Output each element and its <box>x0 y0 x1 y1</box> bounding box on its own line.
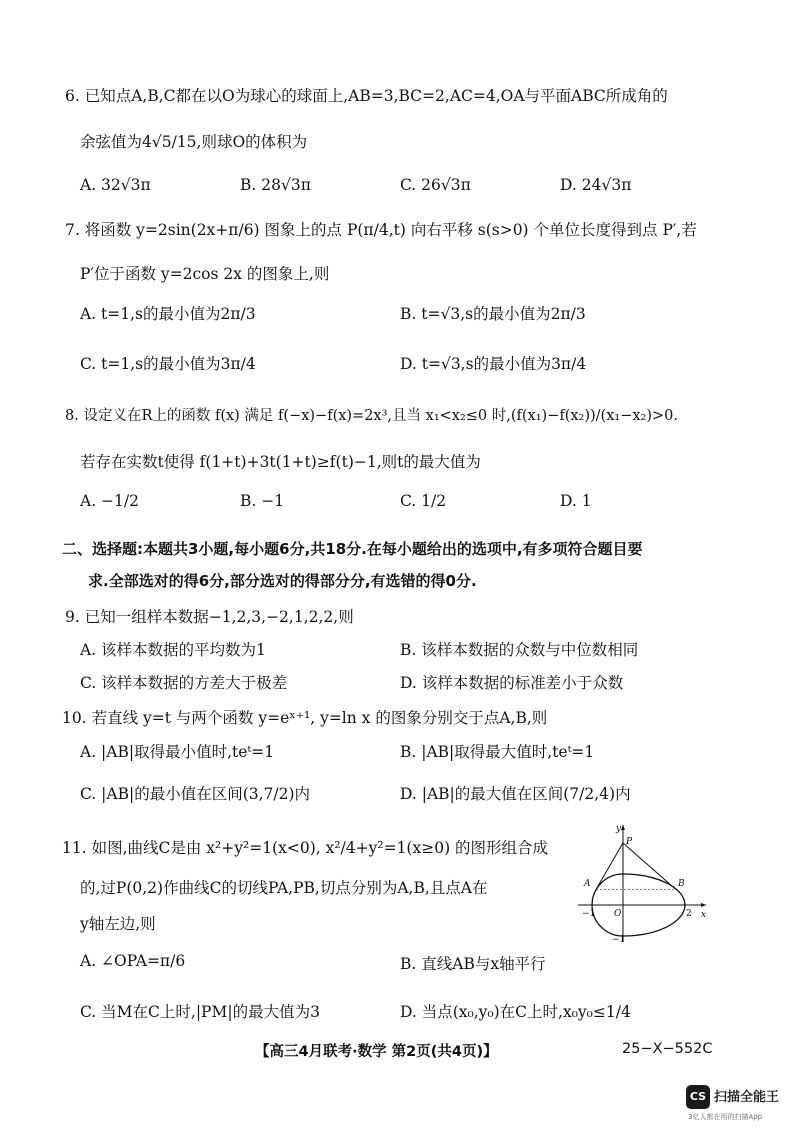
q6-option-d: D. 24√3π <box>560 176 632 194</box>
q11-stem-line2: 的,过P(0,2)作曲线C的切线PA,PB,切点分别为A,B,且点A在 <box>80 879 488 897</box>
q6-option-b: B. 28√3π <box>240 176 311 194</box>
q8-option-d: D. 1 <box>560 492 592 510</box>
q6-option-c: C. 26√3π <box>400 176 471 194</box>
section2-heading-line2: 求.全部选对的得6分,部分选对的得部分分,有选错的得0分. <box>88 572 477 590</box>
q7-option-d: D. t=√3,s的最小值为3π/4 <box>400 355 587 373</box>
q8-option-b: B. −1 <box>240 492 285 510</box>
q11-curve-figure <box>578 820 708 945</box>
page-footer-title: 【高三4月联考·数学 第2页(共4页)】 <box>255 1044 498 1060</box>
section2-heading-line1: 二、选择题:本题共3小题,每小题6分,共18分.在每小题给出的选项中,有多项符合题目要 <box>62 540 643 558</box>
label-a: A <box>584 879 591 889</box>
label-y: y <box>616 824 622 834</box>
label-2: 2 <box>686 909 692 919</box>
x-axis-arrow <box>701 903 706 907</box>
label-x: x <box>701 910 707 920</box>
q6-stem-line2: 余弦值为4√5/15,则球O的体积为 <box>80 133 308 151</box>
tangent-pb <box>623 843 676 890</box>
q11-option-c: C. 当M在C上时,|PM|的最大值为3 <box>80 1003 320 1021</box>
camscanner-brand: 扫描全能王 <box>714 1090 780 1105</box>
q9-option-b: B. 该样本数据的众数与中位数相同 <box>400 641 639 659</box>
q9-stem: 9. 已知一组样本数据−1,2,3,−2,1,2,2,则 <box>65 608 354 626</box>
q7-stem-line1: 7. 将函数 y=2sin(2x+π/6) 图象上的点 P(π/4,t) 向右平移 s(s>0) 个单位长度得到点 P′,若 <box>65 221 697 239</box>
q8-stem-line2: 若存在实数t使得 f(1+t)+3t(1+t)≥f(t)−1,则t的最大值为 <box>80 453 481 471</box>
exam-code: 25−X−552C <box>622 1041 713 1057</box>
label-neg1-x: −1 <box>582 909 596 919</box>
q7-stem-line2: P′位于函数 y=2cos 2x 的图象上,则 <box>80 265 330 283</box>
q8-option-a: A. −1/2 <box>80 492 139 510</box>
q11-option-b: B. 直线AB与x轴平行 <box>400 955 546 973</box>
q9-option-c: C. 该样本数据的方差大于极差 <box>80 674 288 692</box>
q7-option-a: A. t=1,s的最小值为2π/3 <box>80 305 256 323</box>
q10-option-b: B. |AB|取得最大值时,teᵗ=1 <box>400 743 595 761</box>
label-neg1-y: −1 <box>612 935 626 945</box>
y-axis-arrow <box>621 825 625 830</box>
camscanner-slogan: 3亿人都在用的扫描App <box>688 1113 763 1121</box>
q7-option-b: B. t=√3,s的最小值为2π/3 <box>400 305 586 323</box>
q10-stem: 10. 若直线 y=t 与两个函数 y=eˣ⁺¹, y=ln x 的图象分别交于点A,B,则 <box>62 709 548 727</box>
q11-stem-line3: y轴左边,则 <box>80 915 156 933</box>
q8-option-c: C. 1/2 <box>400 492 447 510</box>
q6-stem-line1: 6. 已知点A,B,C都在以O为球心的球面上,AB=3,BC=2,AC=4,OA与平面ABC所成角的 <box>65 87 668 105</box>
q10-option-a: A. |AB|取得最小值时,teᵗ=1 <box>80 743 275 761</box>
q9-option-a: A. 该样本数据的平均数为1 <box>80 641 266 659</box>
q10-option-d: D. |AB|的最大值在区间(7/2,4)内 <box>400 785 631 803</box>
q9-option-d: D. 该样本数据的标准差小于众数 <box>400 674 624 692</box>
q10-option-c: C. |AB|的最小值在区间(3,7/2)内 <box>80 785 311 803</box>
q8-stem-line1: 8. 设定义在R上的函数 f(x) 满足 f(−x)−f(x)=2x³,且当 x₁<x₂≤0 时,(f(x₁)−f(x₂))/(x₁−x₂)>0. <box>65 408 678 424</box>
label-b: B <box>678 879 685 889</box>
q11-stem-line1: 11. 如图,曲线C是由 x²+y²=1(x<0), x²/4+y²=1(x≥0) 的图形组合成 <box>62 839 549 857</box>
q6-option-a: A. 32√3π <box>80 176 151 194</box>
label-p: P <box>626 837 633 847</box>
tangent-pa <box>596 843 623 890</box>
q11-option-a: A. ∠OPA=π/6 <box>80 952 186 970</box>
q11-option-d: D. 当点(x₀,y₀)在C上时,x₀y₀≤1/4 <box>400 1003 631 1021</box>
label-o: O <box>614 909 622 919</box>
q7-option-c: C. t=1,s的最小值为3π/4 <box>80 355 256 373</box>
camscanner-logo: CS <box>686 1085 710 1109</box>
